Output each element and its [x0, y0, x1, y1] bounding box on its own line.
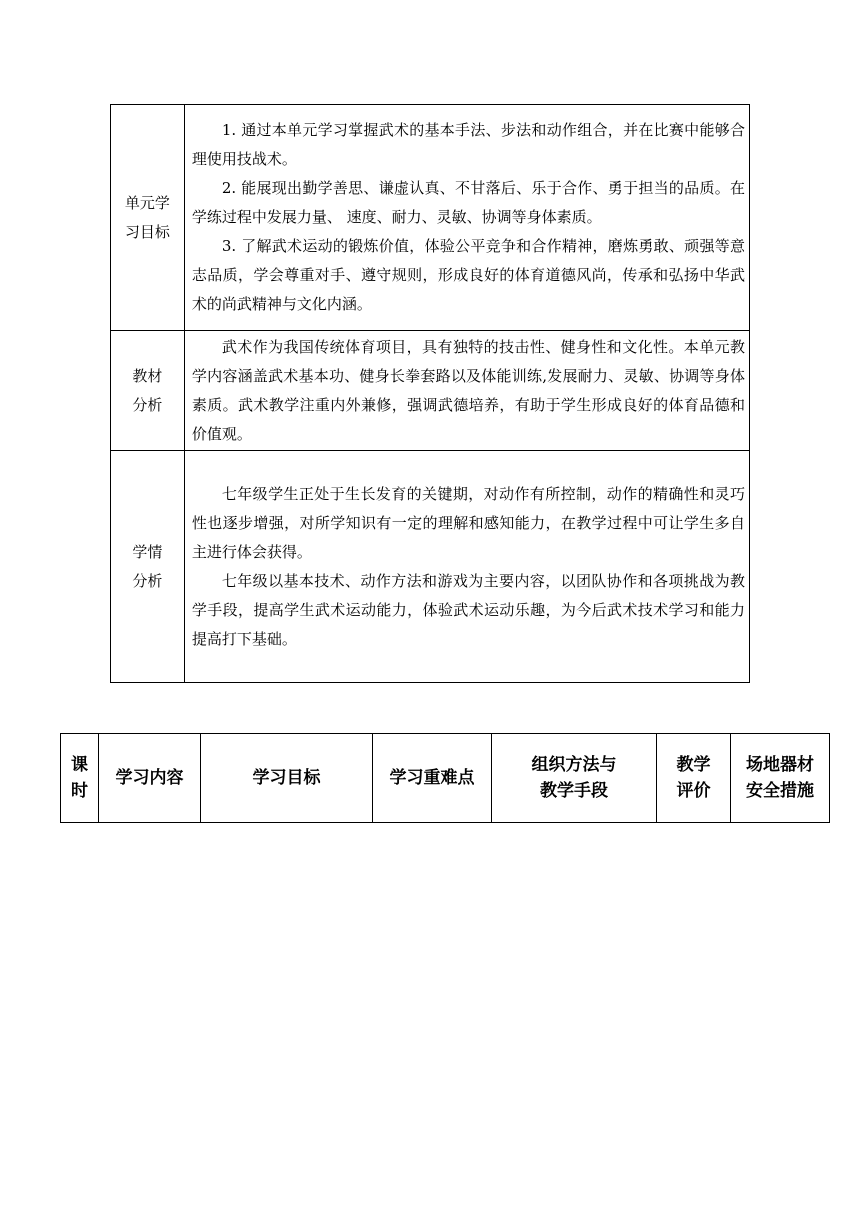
row-label-line: 单元学 — [124, 193, 170, 212]
header-line: 组织方法与 — [531, 755, 617, 775]
header-line: 教学 — [676, 755, 711, 775]
row-label-line: 分析 — [132, 395, 163, 414]
unit-overview-table — [110, 104, 750, 683]
student-analysis-content-cell — [184, 451, 749, 683]
student-analysis-label-cell — [111, 451, 185, 683]
paragraph: 武术作为我国传统体育项目，具有独特的技击性、健身性和文化性。本单元教学内容涵盖武术基本功、健身长拳套路以及体能训练,发展耐力、灵敏、协调等身体素质。武术教学注重内外兼修，强调武德培养，有助于学生形成良好的体育品德和价值观。 — [191, 337, 745, 443]
header-line: 学习重难点 — [389, 768, 475, 788]
paragraph: 七年级以基本技术、动作方法和游戏为主要内容，以团队协作和各项挑战为教学手段，提高学生武术运动能力，体验武术运动乐趣，为今后武术技术学习和能力提高打下基础。 — [191, 571, 745, 648]
paragraph: 七年级学生正处于生长发育的关键期，对动作有所控制，动作的精确性和灵巧性也逐步增强，对所学知识有一定的理解和感知能力，在教学过程中可让学生多自主进行体会获得。 — [191, 484, 745, 561]
header-lesson-period — [61, 734, 99, 823]
header-line: 学习内容 — [115, 768, 184, 788]
paragraph: 2. 能展现出勤学善思、谦虚认真、不甘落后、乐于合作、勇于担当的品质。在学练过程中发展力量、 速度、耐力、灵敏、协调等身体素质。 — [191, 179, 745, 226]
row-label-line: 分析 — [132, 571, 163, 590]
header-line: 评价 — [676, 781, 711, 801]
header-teaching-evaluation — [657, 734, 731, 823]
header-learning-content — [99, 734, 201, 823]
unit-goals-label-cell — [111, 105, 185, 331]
header-line: 安全措施 — [746, 781, 814, 801]
row-label-line: 学情 — [132, 542, 163, 561]
material-analysis-content-cell — [184, 331, 749, 451]
header-learning-goals — [201, 734, 373, 823]
header-line: 学习目标 — [252, 768, 321, 788]
row-label-line: 习目标 — [124, 222, 170, 241]
header-line: 课 — [71, 755, 88, 775]
header-line: 教学手段 — [540, 781, 608, 801]
table-row — [111, 331, 750, 451]
header-key-difficulties — [373, 734, 492, 823]
table-header-row — [61, 734, 830, 823]
unit-goals-content-cell — [184, 105, 749, 331]
header-line: 时 — [71, 781, 88, 801]
header-line: 场地器材 — [746, 755, 814, 775]
header-organization-methods — [492, 734, 657, 823]
table-row — [111, 105, 750, 331]
header-venue-safety — [731, 734, 830, 823]
table-row — [111, 451, 750, 683]
paragraph: 3. 了解武术运动的锻炼价值，体验公平竞争和合作精神，磨炼勇敢、顽强等意志品质，学会尊重对手、遵守规则，形成良好的体育道德风尚，传承和弘扬中华武术的尚武精神与文化内涵。 — [191, 237, 745, 313]
row-label-line: 教材 — [132, 366, 163, 385]
material-analysis-label-cell — [111, 331, 185, 451]
paragraph: 1. 通过本单元学习掌握武术的基本手法、步法和动作组合，并在比赛中能够合理使用技战术。 — [191, 121, 745, 168]
lesson-plan-header-table — [60, 733, 830, 823]
